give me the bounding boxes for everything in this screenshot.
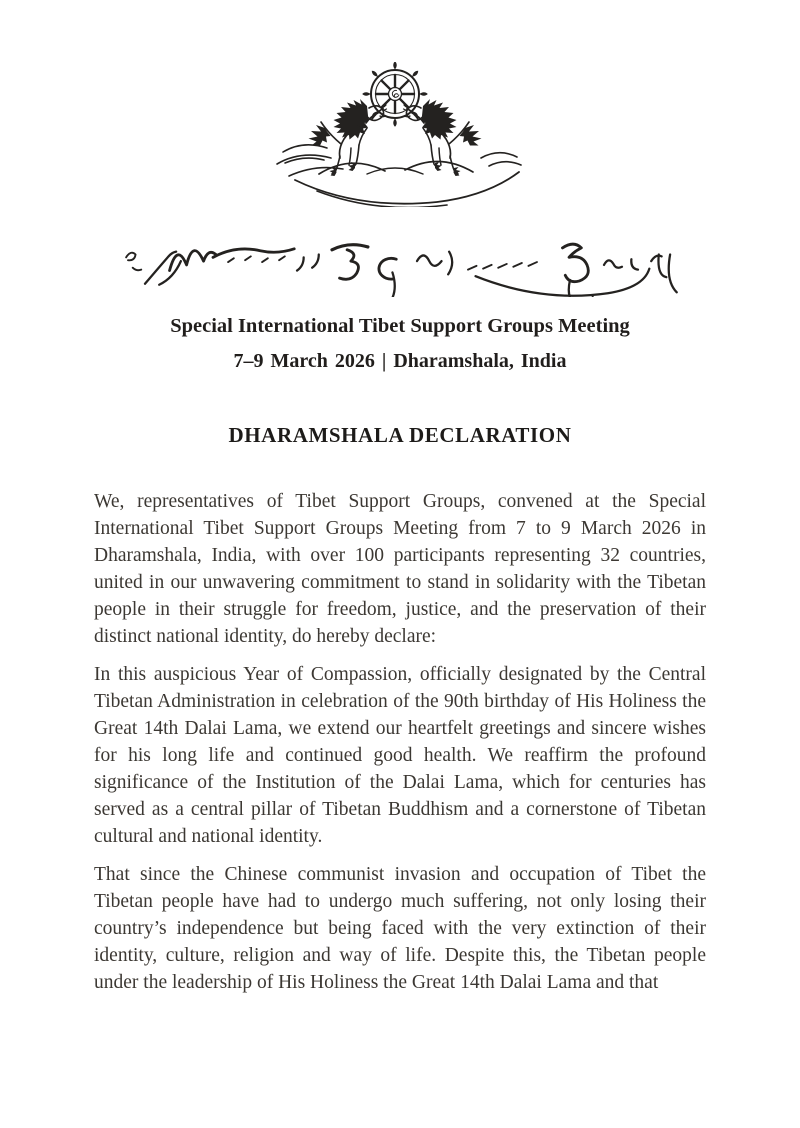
declaration-paragraph-1: We, representatives of Tibet Support Groups, convened at the Special International Tibet Support Groups Meeting from 7 to 9 March 2026 in Dharamshala, India, with over 100 participants representing 32 countries, united in our unwavering commitment to stand in solidarity with the Tibetan people in their struggle for freedom, justice, and the preservation of their distinct national identity, do hereby declare:	[94, 491, 706, 647]
snow-lions-dharma-wheel-emblem-icon	[275, 62, 525, 207]
declaration-page	[0, 62, 800, 1128]
declaration-title: DHARAMSHALA DECLARATION	[228, 423, 572, 447]
cloud-scrolls-icon	[277, 145, 521, 207]
declaration-paragraph-2: In this auspicious Year of Compassion, officially designated by the Central Tibetan Administration in celebration of the 90th birthday of His Holiness the Great 14th Dalai Lama, we extend our heartfelt greetings and sincere wishes for his long life and continued good health. We reaffirm the profound significance of the Institution of the Dalai Lama, which for centuries has served as a central pillar of Tibetan Buddhism and a cornerstone of Tibetan cultural and national identity.	[94, 664, 706, 847]
declaration-body	[94, 488, 706, 996]
snow-lion-icon	[309, 99, 387, 176]
meeting-title: Special International Tibet Support Groups Meeting	[170, 315, 630, 337]
meeting-date-location: 7–9 March 2026 | Dharamshala, India	[233, 350, 567, 372]
declaration-paragraph-3: That since the Chinese communist invasion and occupation of Tibet the Tibetan people have had to undergo much suffering, not only losing their country’s independence but being faced with the very extinction of their identity, culture, religion and way of life. Despite this, the Tibetan people under the leadership of His Holiness the Great 14th Dalai Lama and that	[94, 864, 706, 993]
tibetan-calligraphy-icon	[98, 229, 702, 297]
